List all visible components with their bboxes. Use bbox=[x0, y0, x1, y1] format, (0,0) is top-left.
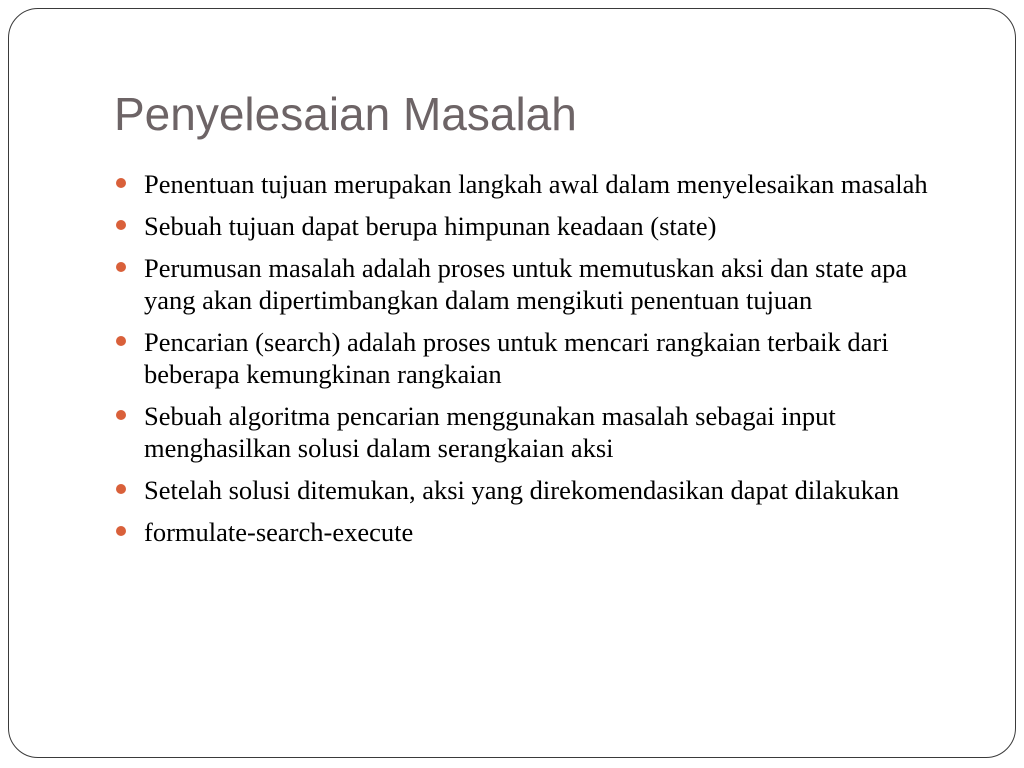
bullet-item bbox=[114, 516, 954, 548]
slide-title: Penyelesaian Masalah bbox=[114, 88, 577, 140]
bullet-text: Setelah solusi ditemukan, aksi yang direkomendasikan dapat dilakukan bbox=[144, 475, 900, 505]
bullet-dot-icon bbox=[116, 178, 126, 188]
bullet-text: Penentuan tujuan merupakan langkah awal dalam menyelesaikan masalah bbox=[144, 169, 928, 199]
bullet-text: Pencarian (search) adalah proses untuk mencari rangkaian terbaik dari beberapa kemungkinan rangkaian bbox=[144, 327, 889, 389]
bullet-item bbox=[114, 400, 954, 464]
bullet-dot-icon bbox=[116, 220, 126, 230]
bullet-dot-icon bbox=[116, 262, 126, 272]
bullet-dot-icon bbox=[116, 484, 126, 494]
bullet-text: Sebuah tujuan dapat berupa himpunan keadaan (state) bbox=[144, 211, 717, 241]
bullet-item bbox=[114, 474, 954, 506]
bullet-text: Sebuah algoritma pencarian menggunakan masalah sebagai input menghasilkan solusi dalam serangkaian aksi bbox=[144, 401, 836, 463]
bullet-dot-icon bbox=[116, 336, 126, 346]
bullet-text: formulate-search-execute bbox=[144, 517, 414, 547]
bullet-text: Perumusan masalah adalah proses untuk memutuskan aksi dan state apa yang akan dipertimbangkan dalam mengikuti penentuan tujuan bbox=[144, 253, 908, 315]
bullet-list bbox=[114, 168, 954, 558]
bullet-item bbox=[114, 168, 954, 200]
bullet-item bbox=[114, 326, 954, 390]
bullet-dot-icon bbox=[116, 410, 126, 420]
bullet-item bbox=[114, 210, 954, 242]
bullet-dot-icon bbox=[116, 526, 126, 536]
bullet-item bbox=[114, 252, 954, 316]
